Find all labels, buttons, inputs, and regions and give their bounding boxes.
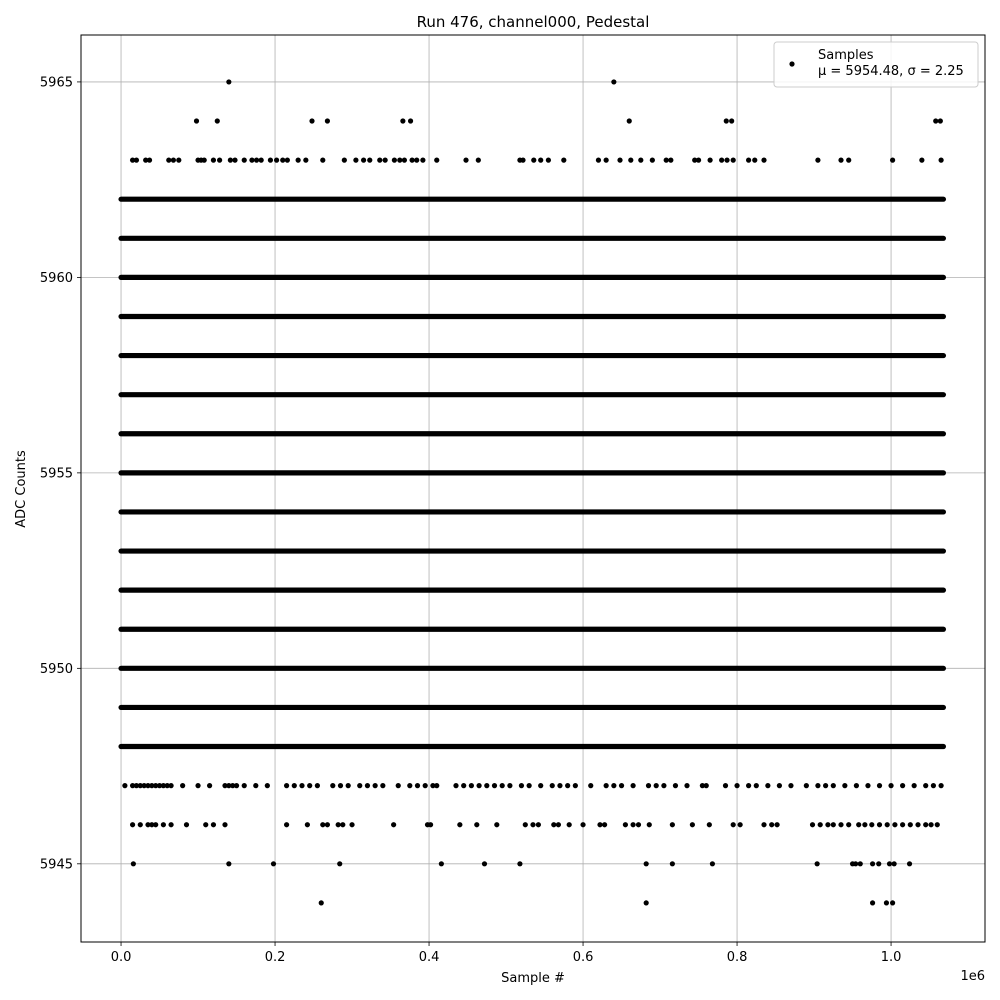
data-point (831, 822, 836, 827)
data-point (337, 861, 342, 866)
data-point (207, 783, 212, 788)
data-point (138, 822, 143, 827)
data-point (631, 822, 636, 827)
data-point (336, 822, 341, 827)
data-point (644, 861, 649, 866)
data-point (147, 158, 152, 163)
data-point (619, 783, 624, 788)
y-axis-ticks (40, 75, 81, 872)
data-point (831, 783, 836, 788)
data-point (815, 861, 820, 866)
legend (774, 42, 978, 87)
legend-series-label: Samples (818, 48, 874, 63)
x-tick-label: 0.6 (572, 950, 594, 965)
data-point (476, 158, 481, 163)
data-point (670, 861, 675, 866)
data-point (761, 822, 766, 827)
data-point (226, 79, 231, 84)
data-point (919, 158, 924, 163)
data-point (373, 783, 378, 788)
data-point (580, 822, 585, 827)
data-point (211, 822, 216, 827)
data-point (611, 79, 616, 84)
data-point (838, 158, 843, 163)
data-point (810, 822, 815, 827)
data-point (923, 822, 928, 827)
x-axis-label: Sample # (501, 971, 565, 986)
y-tick-label: 5960 (39, 270, 73, 286)
data-point (724, 118, 729, 123)
data-point (402, 158, 407, 163)
data-point (862, 822, 867, 827)
data-point (928, 822, 933, 827)
data-point (915, 822, 920, 827)
data-point (838, 822, 843, 827)
data-point (746, 783, 751, 788)
data-point (463, 158, 468, 163)
data-point (654, 783, 659, 788)
data-point (854, 783, 859, 788)
data-point (194, 118, 199, 123)
data-point (226, 861, 231, 866)
data-point (353, 158, 358, 163)
data-point (604, 158, 609, 163)
data-point (228, 158, 233, 163)
data-point (536, 822, 541, 827)
data-point (604, 783, 609, 788)
data-point (684, 783, 689, 788)
data-point (865, 783, 870, 788)
data-point (538, 783, 543, 788)
data-point (365, 783, 370, 788)
x-tick-label: 0.0 (110, 950, 132, 965)
data-point (869, 822, 874, 827)
data-point (673, 783, 678, 788)
data-point (131, 861, 136, 866)
data-point (617, 158, 622, 163)
data-point (414, 158, 419, 163)
legend-stats-label: μ = 5954.48, σ = 2.25 (818, 64, 964, 79)
data-point (818, 822, 823, 827)
data-point (134, 158, 139, 163)
data-point (704, 783, 709, 788)
data-point (265, 783, 270, 788)
data-point (752, 158, 757, 163)
data-point (434, 783, 439, 788)
data-point (846, 822, 851, 827)
data-point (690, 822, 695, 827)
data-point (912, 783, 917, 788)
data-point (330, 783, 335, 788)
data-point (884, 900, 889, 905)
data-point (439, 861, 444, 866)
data-point (631, 783, 636, 788)
data-points (121, 79, 944, 905)
data-point (627, 118, 632, 123)
data-point (249, 158, 254, 163)
data-point (825, 822, 830, 827)
data-point (815, 783, 820, 788)
data-point (933, 118, 938, 123)
data-point (342, 158, 347, 163)
data-point (242, 783, 247, 788)
data-point (482, 861, 487, 866)
data-point (280, 158, 285, 163)
data-point (527, 783, 532, 788)
data-point (668, 158, 673, 163)
data-point (731, 158, 736, 163)
data-point (367, 158, 372, 163)
data-point (320, 822, 325, 827)
data-point (738, 822, 743, 827)
data-point (644, 900, 649, 905)
data-point (557, 783, 562, 788)
data-point (476, 783, 481, 788)
data-point (731, 822, 736, 827)
data-point (242, 158, 247, 163)
data-point (710, 861, 715, 866)
data-point (517, 861, 522, 866)
y-tick-label: 5945 (39, 857, 73, 873)
data-point (923, 783, 928, 788)
x-axis-offset-label: 1e6 (960, 969, 985, 984)
data-point (565, 783, 570, 788)
data-point (723, 783, 728, 788)
data-point (391, 822, 396, 827)
data-point (900, 783, 905, 788)
data-point (285, 158, 290, 163)
data-point (646, 783, 651, 788)
data-point (550, 783, 555, 788)
x-tick-label: 0.2 (264, 950, 286, 965)
data-point (307, 783, 312, 788)
data-point (309, 118, 314, 123)
data-point (777, 783, 782, 788)
data-point (520, 158, 525, 163)
data-point (611, 783, 616, 788)
data-point (284, 783, 289, 788)
data-point (877, 822, 882, 827)
data-point (870, 861, 875, 866)
data-point (567, 822, 572, 827)
data-point (588, 783, 593, 788)
data-point (171, 158, 176, 163)
data-point (546, 158, 551, 163)
data-point (885, 822, 890, 827)
data-point (377, 158, 382, 163)
data-point (908, 822, 913, 827)
y-axis-label: ADC Counts (14, 450, 29, 528)
data-point (907, 861, 912, 866)
data-point (305, 822, 310, 827)
data-point (346, 783, 351, 788)
data-point (754, 783, 759, 788)
data-point (203, 822, 208, 827)
data-point (415, 783, 420, 788)
data-point (887, 861, 892, 866)
data-point (804, 783, 809, 788)
data-point (888, 783, 893, 788)
data-point (474, 822, 479, 827)
data-point (315, 783, 320, 788)
data-point (746, 158, 751, 163)
data-point (168, 822, 173, 827)
grid (81, 35, 985, 942)
data-point (420, 158, 425, 163)
data-point (661, 783, 666, 788)
data-point (788, 783, 793, 788)
data-point (664, 158, 669, 163)
data-point (407, 783, 412, 788)
data-point (392, 158, 397, 163)
data-point (573, 783, 578, 788)
data-point (856, 822, 861, 827)
data-point (556, 822, 561, 827)
data-point (523, 822, 528, 827)
data-point (823, 783, 828, 788)
data-point (842, 783, 847, 788)
data-point (890, 158, 895, 163)
data-point (153, 822, 158, 827)
data-point (361, 158, 366, 163)
data-point (161, 822, 166, 827)
data-point (340, 822, 345, 827)
data-point (469, 783, 474, 788)
data-point (734, 783, 739, 788)
data-point (274, 158, 279, 163)
data-point (900, 822, 905, 827)
data-point (931, 783, 936, 788)
data-point (271, 861, 276, 866)
data-point (638, 158, 643, 163)
data-point (507, 783, 512, 788)
data-point (876, 861, 881, 866)
data-point (500, 783, 505, 788)
data-point (320, 158, 325, 163)
data-point (939, 783, 944, 788)
data-point (234, 783, 239, 788)
data-point (461, 783, 466, 788)
data-point (383, 158, 388, 163)
data-point (765, 783, 770, 788)
data-point (719, 158, 724, 163)
data-point (122, 783, 127, 788)
data-point (597, 822, 602, 827)
data-point (774, 822, 779, 827)
data-point (338, 783, 343, 788)
data-point (846, 158, 851, 163)
data-point (396, 783, 401, 788)
data-point (176, 158, 181, 163)
data-point (211, 158, 216, 163)
data-point (724, 158, 729, 163)
data-point (892, 822, 897, 827)
data-point (457, 822, 462, 827)
data-point (623, 822, 628, 827)
data-point (877, 783, 882, 788)
data-point (349, 822, 354, 827)
data-point (296, 158, 301, 163)
data-point (696, 158, 701, 163)
data-point (202, 158, 207, 163)
data-point (938, 118, 943, 123)
data-point (232, 158, 237, 163)
plot-frame (81, 35, 985, 942)
data-point (707, 822, 712, 827)
data-point (769, 822, 774, 827)
data-point (453, 783, 458, 788)
data-point (410, 158, 415, 163)
data-point (130, 822, 135, 827)
data-point (284, 822, 289, 827)
data-point (380, 783, 385, 788)
data-point (253, 783, 258, 788)
data-point (870, 900, 875, 905)
data-point (519, 783, 524, 788)
x-axis-ticks (111, 942, 902, 965)
data-point (531, 158, 536, 163)
data-point (890, 900, 895, 905)
data-point (647, 822, 652, 827)
data-point (858, 861, 863, 866)
data-point (602, 822, 607, 827)
chart-title: Run 476, channel000, Pedestal (416, 13, 650, 31)
data-point (484, 783, 489, 788)
data-point (268, 158, 273, 163)
data-point (325, 822, 330, 827)
data-point (650, 158, 655, 163)
data-point (853, 861, 858, 866)
data-point (397, 158, 402, 163)
data-point (596, 158, 601, 163)
data-point (939, 158, 944, 163)
data-point (423, 783, 428, 788)
data-point (325, 118, 330, 123)
data-point (628, 158, 633, 163)
data-point (428, 822, 433, 827)
data-point (408, 118, 413, 123)
data-point (708, 158, 713, 163)
data-point (561, 158, 566, 163)
data-point (670, 822, 675, 827)
data-point (254, 158, 259, 163)
data-point (400, 118, 405, 123)
data-point (492, 783, 497, 788)
data-point (319, 900, 324, 905)
data-point (538, 158, 543, 163)
data-point (815, 158, 820, 163)
y-tick-label: 5950 (39, 661, 73, 677)
data-point (299, 783, 304, 788)
data-point (180, 783, 185, 788)
data-point (636, 822, 641, 827)
data-point (303, 158, 308, 163)
data-point (195, 783, 200, 788)
y-tick-label: 5955 (39, 466, 73, 482)
data-point (729, 118, 734, 123)
data-point (494, 822, 499, 827)
data-point (530, 822, 535, 827)
data-point (761, 158, 766, 163)
data-point (184, 822, 189, 827)
data-point (222, 822, 227, 827)
x-tick-label: 1.0 (880, 950, 902, 965)
legend-marker (789, 61, 794, 66)
data-point (168, 783, 173, 788)
data-point (166, 158, 171, 163)
data-point (215, 118, 220, 123)
x-tick-label: 0.8 (726, 950, 748, 965)
y-tick-label: 5965 (39, 75, 73, 91)
data-point (292, 783, 297, 788)
data-point (357, 783, 362, 788)
data-point (892, 861, 897, 866)
data-point (935, 822, 940, 827)
data-point (434, 158, 439, 163)
data-point (551, 822, 556, 827)
x-tick-label: 0.4 (418, 950, 440, 965)
data-point (259, 158, 264, 163)
data-point (217, 158, 222, 163)
